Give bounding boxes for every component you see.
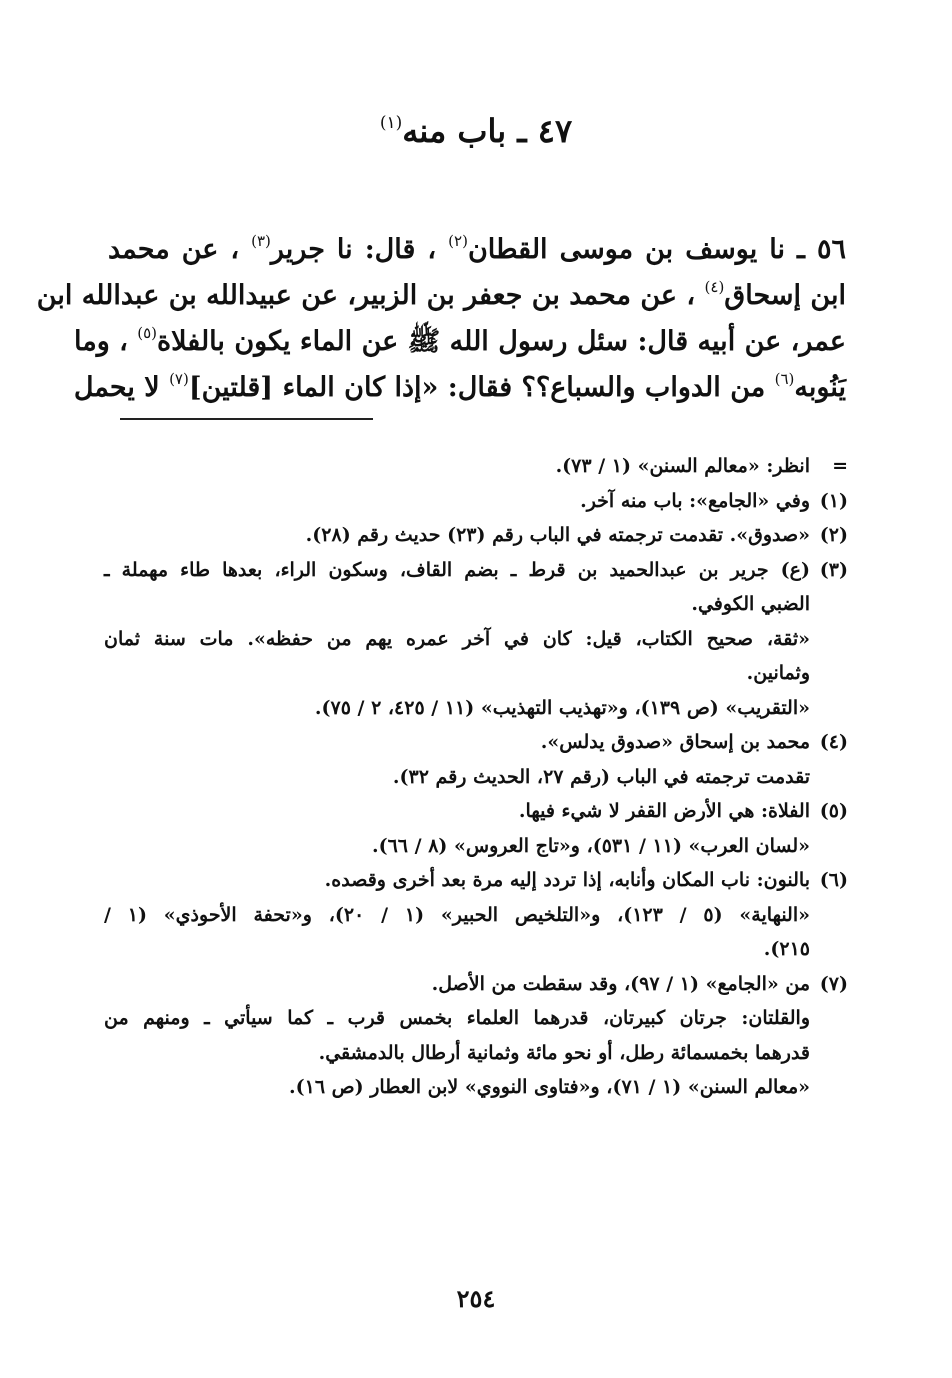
footnote-line: [104, 898, 848, 933]
footnote-text: «التقريب» (ص ١٣٩)، و«تهذيب التهذيب» (١١ / ٤٢٥، ٢ / ٧٥).: [314, 696, 810, 719]
footnote-line: [104, 656, 848, 691]
text-segment: يَنُوبه: [794, 372, 846, 403]
footnote-marker: (٥): [819, 800, 848, 822]
footnote-line: [104, 829, 848, 864]
text-segment: ، وما: [74, 326, 138, 357]
footnote-text: وفي «الجامع»: باب منه آخر.: [580, 489, 810, 512]
continuation-marker: =: [832, 455, 848, 477]
footnote-line: [104, 932, 848, 967]
text-line: [73, 356, 846, 403]
footnote-6: [104, 863, 848, 898]
footnote-continuation: [104, 449, 848, 484]
text-line: [74, 310, 846, 357]
footnote-ref: (١): [379, 113, 403, 133]
footnote-marker: (١): [819, 489, 848, 512]
footnote-marker: (٧): [819, 972, 848, 995]
footnote-line: [104, 1036, 848, 1071]
text-segment: عمر، عن أبيه قال: سئل رسول الله ﷺ عن الماء يكون بالفلاة: [157, 326, 846, 357]
footnote-3: [104, 553, 848, 588]
text-segment: من الدواب والسباع؟؟ فقال: «إذا كان الماء [قلتين]: [188, 372, 775, 403]
footnote-line: [104, 1001, 848, 1036]
footnote-text: بالنون: ناب المكان وأنابه، إذا تردد إليه مرة بعد أخرى وقصده.: [324, 869, 810, 891]
text-segment: ابن إسحاق: [724, 280, 846, 311]
footnote-ref: (٤): [704, 278, 725, 296]
text-segment: ، عن محمد بن جعفر بن الزبير، عن عبيدالله بن عبدالله ابن: [36, 280, 705, 311]
footnote-line: [104, 691, 848, 726]
footnote-text: تقدمت ترجمته في الباب (رقم ٢٧، الحديث رقم ٣٢).: [392, 765, 810, 788]
footnote-text: الضبي الكوفي.: [691, 593, 810, 615]
text-segment: ، قال: نا جرير: [270, 234, 449, 265]
text-segment: لا يحمل: [73, 372, 170, 403]
footnote-ref: (٢): [448, 232, 468, 250]
chapter-title: [0, 112, 952, 150]
footnote-4: [104, 725, 848, 760]
footnote-7: [104, 967, 848, 1002]
footnote-2: [104, 518, 848, 553]
footnotes: [104, 449, 848, 1105]
footnote-ref: (٣): [251, 232, 271, 250]
footnote-ref: (٧): [169, 370, 189, 388]
footnote-ref: (٦): [774, 370, 795, 388]
footnote-text: (ع) جرير بن عبدالحميد بن قرط ـ بضم القاف، وسكون الراء، بعدها طاء مهملة ـ: [104, 558, 810, 581]
footnote-marker: (٣): [819, 558, 848, 581]
footnote-text: ٢١٥).: [763, 938, 810, 960]
footnote-line: [104, 1070, 848, 1105]
footnote-text: محمد بن إسحاق «صدوق يدلس».: [540, 731, 810, 753]
footnote-text: والقلتان: جرتان كبيرتان، قدرهما العلماء بخمس قرب ـ كما سيأتي ـ ومنهم من: [104, 1007, 810, 1029]
chapter-title-text: ٤٧ ـ باب منه: [402, 112, 573, 150]
footnote-ref: (٥): [137, 324, 158, 342]
footnote-divider: [120, 418, 373, 420]
footnote-1: [104, 484, 848, 519]
footnote-marker: (٢): [819, 524, 848, 546]
footnote-text: من «الجامع» (١ / ٩٧)، وقد سقطت من الأصل.: [431, 972, 810, 995]
footnote-text: الفلاة: هي الأرض القفر لا شيء فيها.: [518, 800, 810, 822]
footnote-line: [104, 587, 848, 622]
hadith-text: [36, 218, 846, 403]
footnote-text: انظر: «معالم السنن» (١ / ٧٣).: [555, 455, 810, 477]
footnote-text: وثمانين.: [746, 662, 810, 684]
footnote-text: قدرهما بخمسمائة رطل، أو نحو مائة وثمانية أرطال بالدمشقي.: [318, 1041, 810, 1064]
footnote-line: [104, 760, 848, 795]
page-number: ٢٥٤: [456, 1284, 496, 1313]
footnote-marker: (٦): [819, 869, 848, 891]
text-segment: ، عن محمد: [108, 234, 252, 265]
footnote-marker: (٤): [819, 731, 848, 753]
text-line: [36, 264, 846, 311]
footnote-text: «صدوق». تقدمت ترجمته في الباب رقم (٢٣) حديث رقم (٢٨).: [305, 524, 810, 546]
footnote-text: «معالم السنن» (١ / ٧١)، و«فتاوى النووي» لابن العطار (ص ١٦).: [289, 1076, 810, 1098]
text-line: [108, 218, 846, 264]
footnote-5: [104, 794, 848, 829]
footnote-line: [104, 622, 848, 657]
footnote-text: «النهاية» (٥ / ١٢٣)، و«التلخيص الحبير» (١ / ٢٠)، و«تحفة الأحوذي» (١ /: [104, 903, 811, 926]
text-segment: ٥٦ ـ نا يوسف بن موسى القطان: [467, 234, 846, 265]
footnote-text: «لسان العرب» (١١ / ٥٣١)، و«تاج العروس» (٨ / ٦٦).: [371, 834, 810, 857]
footnote-text: «ثقة، صحيح الكتاب، قيل: كان في آخر عمره يهم من حفظه». مات سنة ثمان: [104, 627, 810, 650]
